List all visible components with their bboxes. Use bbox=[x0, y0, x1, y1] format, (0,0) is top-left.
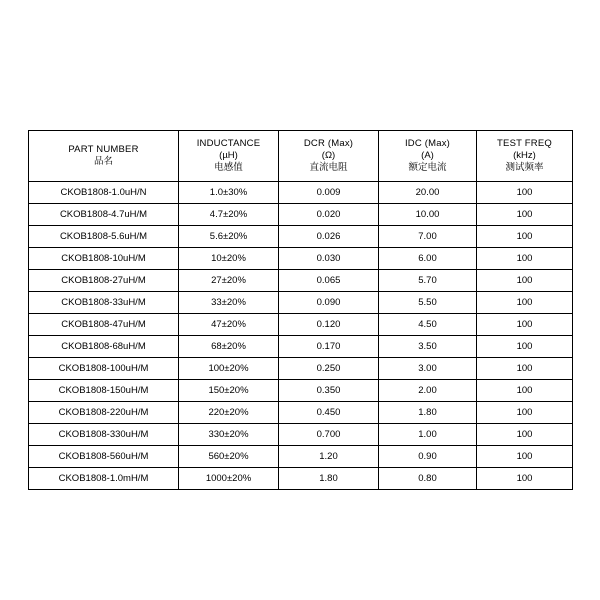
table-row bbox=[29, 468, 573, 490]
column-header-test-freq-unit: (kHz) bbox=[513, 150, 536, 162]
cell-part-number: CKOB1808-100uH/M bbox=[29, 358, 179, 380]
cell-part-number: CKOB1808-5.6uH/M bbox=[29, 226, 179, 248]
cell-test-freq: 100 bbox=[477, 270, 573, 292]
cell-part-number: CKOB1808-220uH/M bbox=[29, 402, 179, 424]
column-header-test-freq bbox=[477, 131, 573, 182]
cell-part-number: CKOB1808-27uH/M bbox=[29, 270, 179, 292]
cell-inductance: 47±20% bbox=[179, 314, 279, 336]
cell-idc: 0.80 bbox=[379, 468, 477, 490]
cell-inductance: 560±20% bbox=[179, 446, 279, 468]
specification-table bbox=[28, 130, 573, 490]
cell-test-freq: 100 bbox=[477, 380, 573, 402]
column-header-dcr-unit: (Ω) bbox=[321, 150, 336, 162]
cell-inductance: 68±20% bbox=[179, 336, 279, 358]
cell-dcr: 0.020 bbox=[279, 204, 379, 226]
cell-dcr: 0.350 bbox=[279, 380, 379, 402]
table-row bbox=[29, 424, 573, 446]
cell-dcr: 0.030 bbox=[279, 248, 379, 270]
column-header-inductance-cn: 电感值 bbox=[214, 161, 243, 173]
cell-inductance: 1000±20% bbox=[179, 468, 279, 490]
column-header-idc-unit: (A) bbox=[421, 150, 434, 162]
cell-part-number: CKOB1808-47uH/M bbox=[29, 314, 179, 336]
cell-test-freq: 100 bbox=[477, 468, 573, 490]
table-row bbox=[29, 314, 573, 336]
cell-test-freq: 100 bbox=[477, 336, 573, 358]
cell-dcr: 1.20 bbox=[279, 446, 379, 468]
table-row bbox=[29, 380, 573, 402]
cell-part-number: CKOB1808-4.7uH/M bbox=[29, 204, 179, 226]
table-row bbox=[29, 402, 573, 424]
cell-test-freq: 100 bbox=[477, 424, 573, 446]
table-header-row bbox=[29, 131, 573, 182]
cell-idc: 2.00 bbox=[379, 380, 477, 402]
cell-part-number: CKOB1808-330uH/M bbox=[29, 424, 179, 446]
cell-inductance: 220±20% bbox=[179, 402, 279, 424]
table-row bbox=[29, 204, 573, 226]
cell-dcr: 0.090 bbox=[279, 292, 379, 314]
column-header-test-freq-en: TEST FREQ bbox=[497, 138, 552, 150]
cell-inductance: 5.6±20% bbox=[179, 226, 279, 248]
cell-part-number: CKOB1808-1.0mH/M bbox=[29, 468, 179, 490]
cell-inductance: 27±20% bbox=[179, 270, 279, 292]
table-row bbox=[29, 446, 573, 468]
column-header-inductance bbox=[179, 131, 279, 182]
table-header bbox=[29, 131, 573, 182]
cell-part-number: CKOB1808-560uH/M bbox=[29, 446, 179, 468]
column-header-inductance-unit: (µH) bbox=[219, 150, 238, 162]
table-row bbox=[29, 292, 573, 314]
cell-dcr: 0.250 bbox=[279, 358, 379, 380]
column-header-inductance-en: INDUCTANCE bbox=[196, 138, 261, 150]
column-header-test-freq-cn: 测试频率 bbox=[505, 161, 544, 173]
specification-table-container bbox=[28, 130, 572, 490]
table-body bbox=[29, 182, 573, 490]
column-header-dcr bbox=[279, 131, 379, 182]
cell-idc: 20.00 bbox=[379, 182, 477, 204]
cell-idc: 3.00 bbox=[379, 358, 477, 380]
cell-dcr: 1.80 bbox=[279, 468, 379, 490]
table-row bbox=[29, 182, 573, 204]
cell-idc: 6.00 bbox=[379, 248, 477, 270]
cell-part-number: CKOB1808-1.0uH/N bbox=[29, 182, 179, 204]
cell-inductance: 330±20% bbox=[179, 424, 279, 446]
cell-dcr: 0.065 bbox=[279, 270, 379, 292]
cell-idc: 10.00 bbox=[379, 204, 477, 226]
cell-idc: 4.50 bbox=[379, 314, 477, 336]
cell-idc: 0.90 bbox=[379, 446, 477, 468]
column-header-dcr-en: DCR (Max) bbox=[303, 138, 354, 150]
cell-test-freq: 100 bbox=[477, 402, 573, 424]
cell-idc: 1.80 bbox=[379, 402, 477, 424]
cell-inductance: 1.0±30% bbox=[179, 182, 279, 204]
cell-test-freq: 100 bbox=[477, 226, 573, 248]
cell-idc: 5.50 bbox=[379, 292, 477, 314]
cell-test-freq: 100 bbox=[477, 248, 573, 270]
cell-inductance: 33±20% bbox=[179, 292, 279, 314]
cell-test-freq: 100 bbox=[477, 314, 573, 336]
cell-test-freq: 100 bbox=[477, 204, 573, 226]
cell-test-freq: 100 bbox=[477, 358, 573, 380]
table-row bbox=[29, 226, 573, 248]
cell-dcr: 0.170 bbox=[279, 336, 379, 358]
cell-inductance: 10±20% bbox=[179, 248, 279, 270]
cell-idc: 3.50 bbox=[379, 336, 477, 358]
table-row bbox=[29, 248, 573, 270]
cell-idc: 7.00 bbox=[379, 226, 477, 248]
table-row bbox=[29, 336, 573, 358]
column-header-part-number bbox=[29, 131, 179, 182]
column-header-part-number-en: PART NUMBER bbox=[68, 144, 139, 156]
column-header-idc-en: IDC (Max) bbox=[404, 138, 451, 150]
cell-part-number: CKOB1808-68uH/M bbox=[29, 336, 179, 358]
cell-part-number: CKOB1808-150uH/M bbox=[29, 380, 179, 402]
column-header-idc-cn: 额定电流 bbox=[408, 161, 447, 173]
cell-test-freq: 100 bbox=[477, 182, 573, 204]
cell-test-freq: 100 bbox=[477, 292, 573, 314]
cell-inductance: 4.7±20% bbox=[179, 204, 279, 226]
cell-dcr: 0.450 bbox=[279, 402, 379, 424]
column-header-idc bbox=[379, 131, 477, 182]
cell-part-number: CKOB1808-10uH/M bbox=[29, 248, 179, 270]
cell-dcr: 0.700 bbox=[279, 424, 379, 446]
cell-inductance: 100±20% bbox=[179, 358, 279, 380]
column-header-dcr-cn: 直流电阻 bbox=[309, 161, 348, 173]
cell-dcr: 0.009 bbox=[279, 182, 379, 204]
cell-idc: 5.70 bbox=[379, 270, 477, 292]
table-row bbox=[29, 358, 573, 380]
cell-inductance: 150±20% bbox=[179, 380, 279, 402]
column-header-part-number-cn: 品名 bbox=[93, 156, 113, 167]
table-row bbox=[29, 270, 573, 292]
cell-part-number: CKOB1808-33uH/M bbox=[29, 292, 179, 314]
cell-test-freq: 100 bbox=[477, 446, 573, 468]
cell-dcr: 0.026 bbox=[279, 226, 379, 248]
cell-dcr: 0.120 bbox=[279, 314, 379, 336]
cell-idc: 1.00 bbox=[379, 424, 477, 446]
